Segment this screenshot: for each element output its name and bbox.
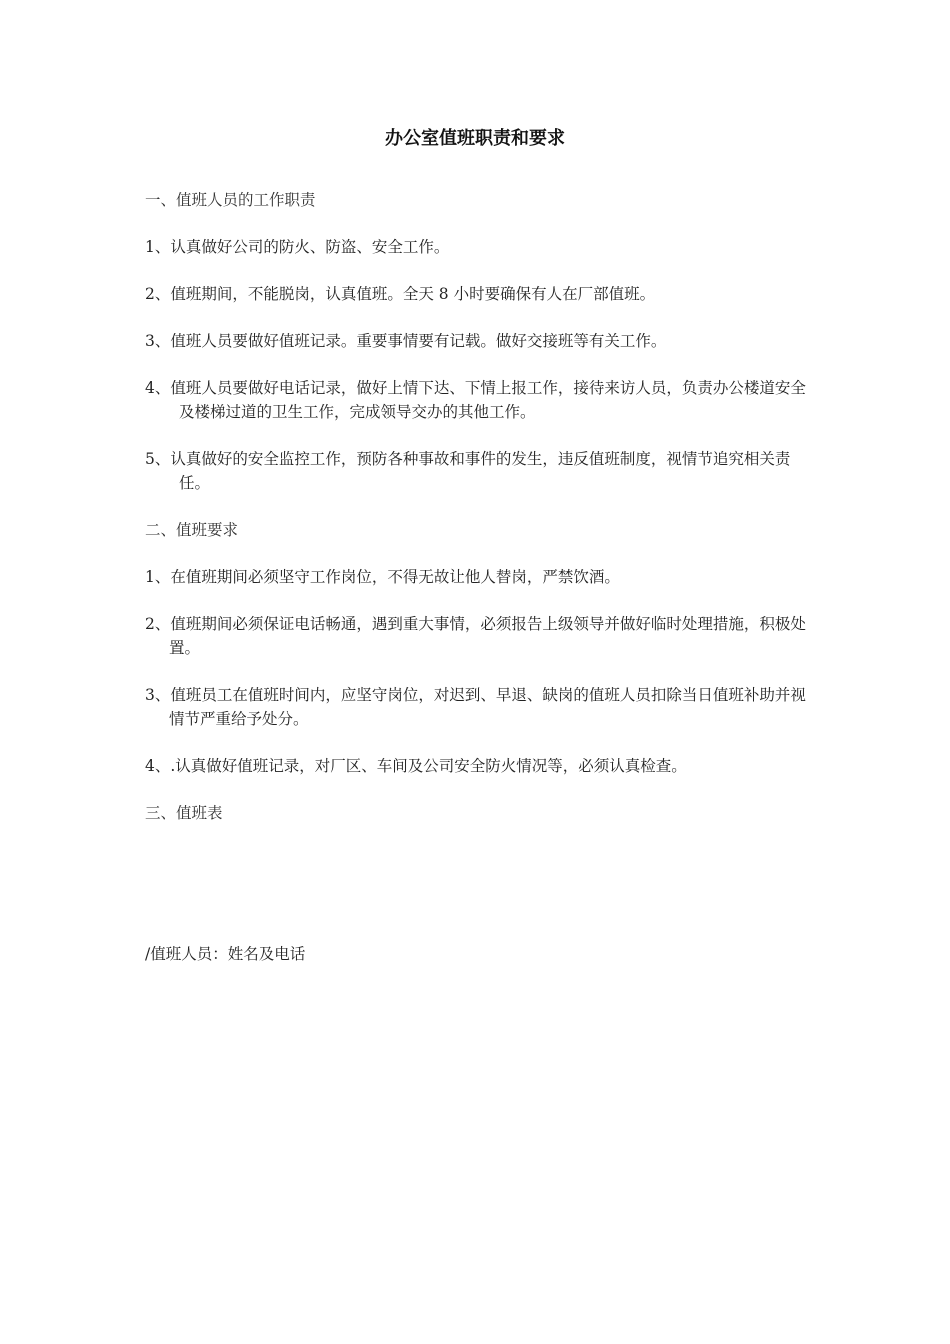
duty-item-3: 3、值班人员要做好值班记录。重要事情要有记载。做好交接班等有关工作。 [145, 332, 667, 350]
duty-item-5: 5、认真做好的安全监控工作，预防各种事故和事件的发生，违反值班制度，视情节追究相关责任。 [145, 450, 791, 492]
section-heading-requirements: 二、值班要求 [145, 521, 239, 539]
duty-item-1: 1、认真做好公司的防火、防盗、安全工作。 [145, 238, 450, 256]
requirement-item-1: 1、在值班期间必须坚守工作岗位，不得无故让他人替岗，严禁饮酒。 [145, 568, 620, 586]
section-heading-schedule: 三、值班表 [145, 804, 223, 822]
duty-item-4: 4、值班人员要做好电话记录，做好上情下达、下情上报工作，接待来访人员，负责办公楼道安全及楼梯过道的卫生工作，完成领导交办的其他工作。 [145, 379, 806, 421]
schedule-blank-area [145, 848, 815, 942]
duty-item-2: 2、值班期间，不能脱岗，认真值班。全天 8 小时要确保有人在厂部值班。 [145, 285, 656, 303]
requirement-item-4: 4、.认真做好值班记录，对厂区、车间及公司安全防火情况等，必须认真检查。 [145, 757, 687, 775]
section-heading-duties: 一、值班人员的工作职责 [145, 191, 316, 209]
requirement-item-3: 3、值班员工在值班时间内，应坚守岗位，对迟到、早退、缺岗的值班人员扣除当日值班补助并视情节严重给予处分。 [145, 686, 806, 728]
duty-staff-line: /值班人员：姓名及电话 [145, 945, 306, 963]
requirement-item-2: 2、值班期间必须保证电话畅通，遇到重大事情，必须报告上级领导并做好临时处理措施，积极处置。 [145, 615, 806, 657]
document-title: 办公室值班职责和要求 [385, 128, 565, 149]
document-body [145, 188, 815, 966]
